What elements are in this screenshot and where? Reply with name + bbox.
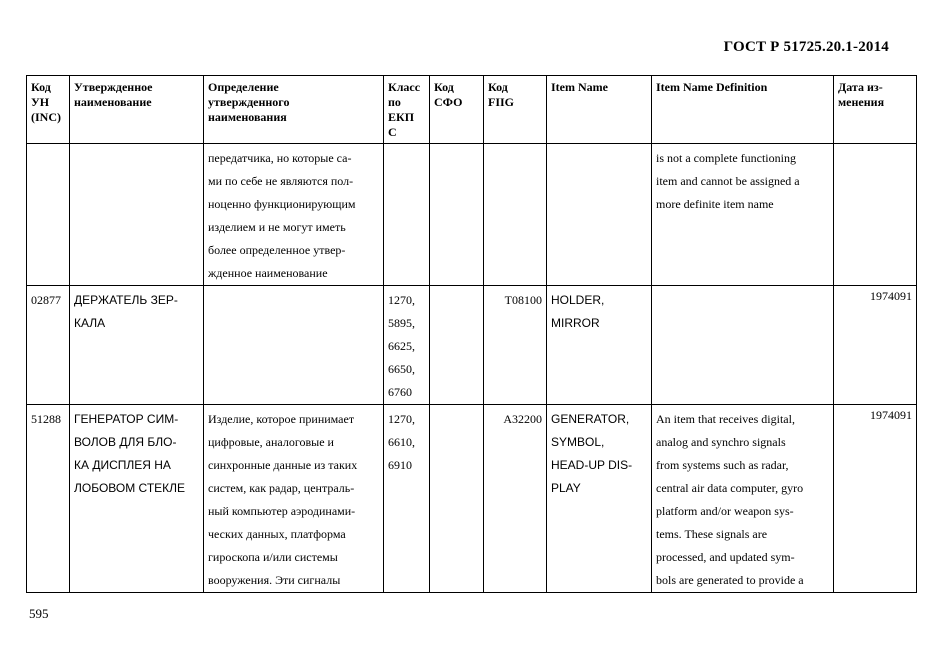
cell-sfo xyxy=(430,405,484,593)
table-header-row xyxy=(27,76,917,144)
cell-sfo xyxy=(430,144,484,286)
cell-fiig: A32200 xyxy=(484,405,547,593)
page-number: 595 xyxy=(29,606,49,621)
col-header-item-name-definition: Item Name Definition xyxy=(652,76,834,144)
cell-item-name-definition: An item that receives digital, analog and synchro signals from systems such as radar, central air data computer, gyro platform and/or weapon sys- tems. These signals are processed, and updated sym- bols are generated to provide a xyxy=(652,405,834,593)
cell-approved-name: ГЕНЕРАТОР СИМ- ВОЛОВ ДЛЯ БЛО- КА ДИСПЛЕЯ НА ЛОБОВОМ СТЕКЛЕ xyxy=(70,405,204,593)
cell-definition: Изделие, которое принимает цифровые, аналоговые и синхронные данные из таких систем, как радар, централь- ный компьютер аэродинами- ческих данных, платформа гироскопа и/или системы вооружения. Эти сигналы xyxy=(204,405,384,593)
col-header-item-name: Item Name xyxy=(547,76,652,144)
cell-item-name: HOLDER, MIRROR xyxy=(547,286,652,405)
cell-definition: передатчика, но которые са- ми по себе не являются пол- ноценно функционирующим изделием и не могут иметь более определенное утвер- жденное наименование xyxy=(204,144,384,286)
cell-fiig: T08100 xyxy=(484,286,547,405)
cell-inc: 02877 xyxy=(27,286,70,405)
col-header-inc: Код УН (INC) xyxy=(27,76,70,144)
col-header-approved-name: Утвержденное наименование xyxy=(70,76,204,144)
col-header-fiig: Код FIIG xyxy=(484,76,547,144)
table-row xyxy=(27,144,917,286)
cell-inc xyxy=(27,144,70,286)
cell-class: 1270, 5895, 6625, 6650, 6760 xyxy=(384,286,430,405)
col-header-sfo: Код СФО xyxy=(430,76,484,144)
cell-change-date: 1974091 xyxy=(834,405,917,593)
cell-item-name: GENERATOR, SYMBOL, HEAD-UP DIS- PLAY xyxy=(547,405,652,593)
document-code: ГОСТ Р 51725.20.1-2014 xyxy=(723,39,889,55)
cell-definition xyxy=(204,286,384,405)
col-header-change-date: Дата из- менения xyxy=(834,76,917,144)
cell-class xyxy=(384,144,430,286)
cell-fiig xyxy=(484,144,547,286)
cell-approved-name: ДЕРЖАТЕЛЬ ЗЕР- КАЛА xyxy=(70,286,204,405)
cell-approved-name xyxy=(70,144,204,286)
table-row xyxy=(27,286,917,405)
cell-sfo xyxy=(430,286,484,405)
cell-change-date xyxy=(834,144,917,286)
catalog-table xyxy=(26,75,917,593)
cell-item-name-definition xyxy=(652,286,834,405)
col-header-class: Класс по ЕКП С xyxy=(384,76,430,144)
cell-item-name-definition: is not a complete functioning item and cannot be assigned a more definite item name xyxy=(652,144,834,286)
cell-item-name xyxy=(547,144,652,286)
cell-class: 1270, 6610, 6910 xyxy=(384,405,430,593)
table-row xyxy=(27,405,917,593)
col-header-definition: Определение утвержденного наименования xyxy=(204,76,384,144)
cell-inc: 51288 xyxy=(27,405,70,593)
cell-change-date: 1974091 xyxy=(834,286,917,405)
